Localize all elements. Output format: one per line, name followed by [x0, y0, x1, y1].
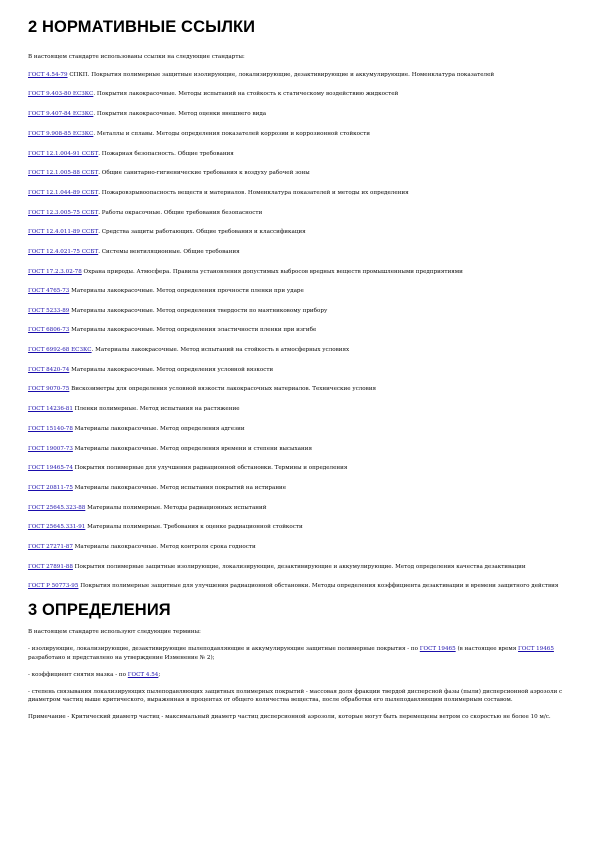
reference-item	[28, 346, 567, 354]
reference-link[interactable]: ГОСТ 27891-88	[28, 563, 73, 570]
definition-item: - степень связывания локализирующих пылеподавляющих защитных полимерных покрытий - массовая доля фракции твердой дисперсной фазы (пыли) дисперсионной аэрозоли с диаметром частиц выше критического, выраженная в процентах от общего количества вещества, после обработки его пылеподавляющим полимерным составом.	[28, 689, 563, 704]
section-2-intro: В настоящем стандарте использованы ссылки на следующие стандарты:	[28, 54, 245, 60]
reference-link[interactable]: ГОСТ 9.407-84 ЕСЗКС	[28, 111, 94, 118]
reference-link[interactable]: ГОСТ 12.3.005-75 ССБТ	[28, 209, 99, 216]
reference-description: Материалы лакокрасочные. Метод определения адгезии	[72, 425, 245, 432]
reference-description: . Покрытия лакокрасочные. Методы испытаний на стойкость к статическому воздействию жидкостей	[93, 91, 399, 98]
reference-item	[28, 504, 567, 512]
section-2-title: 2 НОРМАТИВНЫЕ ССЫЛКИ	[28, 18, 256, 36]
reference-item	[28, 209, 567, 217]
reference-item	[28, 150, 567, 158]
reference-description: Материалы лакокрасочные. Метод контроля срока годности	[72, 544, 256, 551]
reference-link[interactable]: ГОСТ 25645.323-88	[28, 504, 86, 511]
reference-link[interactable]: ГОСТ 9.908-85 ЕСЗКС	[28, 130, 94, 137]
reference-description: Покрытия полимерные защитные для улучшения радиационной обстановки. Методы определения коэффициента дезактивации и времени защитного действия	[78, 582, 559, 589]
reference-item	[28, 228, 567, 236]
section-3-title: 3 ОПРЕДЕЛЕНИЯ	[28, 601, 171, 620]
reference-description: . Средства защиты работающих. Общие требования и классификация	[98, 229, 306, 236]
reference-item	[28, 189, 567, 197]
reference-link[interactable]: ГОСТ 19465	[518, 646, 554, 653]
reference-link[interactable]: ГОСТ 19465	[419, 646, 456, 653]
reference-item	[28, 130, 567, 138]
reference-link[interactable]: ГОСТ 14236-81	[28, 406, 73, 413]
reference-link[interactable]: ГОСТ 9.403-80 ЕСЗКС	[28, 91, 94, 98]
reference-link[interactable]: ГОСТ 19465-74	[28, 465, 73, 472]
reference-item	[28, 248, 567, 256]
reference-item	[28, 543, 567, 551]
reference-item	[28, 464, 567, 472]
reference-link[interactable]: ГОСТ 15140-78	[28, 425, 73, 432]
reference-description: Покрытия полимерные для улучшения радиационной обстановки. Термины и определения	[72, 465, 348, 472]
reference-item	[28, 268, 567, 276]
reference-link[interactable]: ГОСТ 4.54	[127, 671, 159, 678]
reference-item	[28, 326, 567, 334]
reference-link[interactable]: ГОСТ 12.1.005-88 ССБТ	[28, 170, 99, 177]
reference-description: . Материалы лакокрасочные. Метод испытаний на стойкость в атмосферных условиях	[91, 347, 350, 354]
reference-link[interactable]: ГОСТ 9070-75	[28, 386, 70, 393]
reference-description: Охрана природы. Атмосфера. Правила установления допустимых выбросов вредных веществ промышленными предприятиями	[81, 268, 463, 275]
reference-link[interactable]: ГОСТ 8420-74	[28, 366, 70, 373]
reference-link[interactable]: ГОСТ 27271-87	[28, 544, 73, 551]
reference-link[interactable]: ГОСТ 12.4.011-89 ССБТ	[28, 229, 99, 236]
reference-description: . Металлы и сплавы. Методы определения показателей коррозии и коррозионной стойкости	[93, 130, 370, 137]
reference-description: . Системы вентиляционные. Общие требования	[98, 249, 240, 256]
reference-link[interactable]: ГОСТ Р 50773-95	[28, 582, 79, 589]
reference-link[interactable]: ГОСТ 20811-75	[28, 484, 73, 491]
reference-description: Материалы полимерные. Методы радиационных испытаний	[85, 504, 267, 511]
reference-description: Вискозиметры для определения условной вязкости лакокрасочных материалов. Технические условия	[69, 386, 377, 393]
reference-description: Материалы лакокрасочные. Метод определения прочности пленки при ударе	[69, 287, 304, 294]
reference-link[interactable]: ГОСТ 25645.331-91	[28, 524, 86, 531]
reference-link[interactable]: ГОСТ 6806-73	[28, 327, 70, 334]
reference-description: . Общие санитарно-гигиенические требования к воздуху рабочей зоны	[98, 170, 310, 177]
reference-item	[28, 563, 567, 571]
reference-description: Материалы лакокрасочные. Метод определения твердости по маятниковому прибору	[69, 307, 328, 314]
reference-link[interactable]: ГОСТ 17.2.3.02-78	[28, 268, 82, 275]
reference-item	[28, 582, 567, 590]
reference-item	[28, 110, 567, 118]
reference-description: . Покрытия лакокрасочные. Метод оценки внешнего вида	[93, 111, 267, 118]
definitions-list	[28, 628, 567, 721]
reference-link[interactable]: ГОСТ 5233-89	[28, 307, 70, 314]
reference-link[interactable]: ГОСТ 12.1.004-91 ССБТ	[28, 150, 99, 157]
reference-description: Материалы лакокрасочные. Метод определения условной вязкости	[69, 366, 274, 373]
reference-link[interactable]: ГОСТ 4765-73	[28, 287, 70, 294]
reference-link[interactable]: ГОСТ 12.4.021-75 ССБТ	[28, 249, 99, 256]
reference-item	[28, 385, 567, 393]
definition-note: Примечание - Критический диаметр частиц - максимальный диаметр частиц дисперсионной аэрозоли, которые могут быть перемещены ветром со скоростью не более 10 м/с.	[28, 714, 551, 721]
reference-item	[28, 425, 567, 433]
reference-item	[28, 307, 567, 315]
reference-description: Материалы лакокрасочные. Метод определения эластичности пленки при изгибе	[69, 327, 317, 334]
reference-item	[28, 169, 567, 177]
reference-link[interactable]: ГОСТ 4.54-79	[28, 72, 68, 79]
reference-description: . Пожаровзрывоопасность веществ и материалов. Номенклатура показателей и методы их определения	[98, 189, 409, 196]
reference-description: . Работы окрасочные. Общие требования безопасности	[98, 209, 263, 216]
reference-item	[28, 484, 567, 492]
reference-description: Покрытия полимерные защитные изолирующие, локализирующие, дезактивирующие и аккумулирующие. Метод определения качества дезактивации	[72, 563, 526, 570]
references-list	[28, 71, 567, 590]
reference-link[interactable]: ГОСТ 19007-73	[28, 445, 73, 452]
reference-description: Материалы полимерные. Требования к оценке радиационной стойкости	[85, 524, 303, 531]
reference-description: . Пожарная безопасность. Общие требования	[98, 150, 234, 157]
reference-link[interactable]: ГОСТ 12.1.044-89 ССБТ	[28, 189, 99, 196]
reference-item	[28, 287, 567, 295]
reference-item	[28, 366, 567, 374]
reference-item	[28, 523, 567, 531]
reference-item	[28, 445, 567, 453]
reference-description: Пленки полимерные. Метод испытания на растяжение	[72, 406, 240, 413]
reference-item	[28, 405, 567, 413]
reference-description: Материалы лакокрасочные. Метод определения времени и степени высыхания	[72, 445, 312, 452]
reference-link[interactable]: ГОСТ 6992-68 ЕСЗКС	[28, 347, 92, 354]
reference-description: СПКП. Покрытия полимерные защитные изолирующие, локализирующие, дезактивирующие и аккумулирующие. Номенклатура показателей	[67, 72, 495, 79]
definition-item: - коэффициент снятия мазка - по ГОСТ 4.54;	[28, 671, 161, 678]
reference-item	[28, 90, 567, 98]
reference-description: Материалы лакокрасочные. Метод испытания покрытий на истирание	[72, 484, 287, 491]
section-3-intro: В настоящем стандарте используют следующие термины:	[28, 629, 201, 636]
reference-item	[28, 71, 567, 79]
definition-item: - изолирующие, локализирующие, дезактивирующие пылеподавляющие и аккумулирующие защитные полимерные покрытия - по ГОСТ 19465 (в настоящее время ГОСТ 19465 разработано и представлено на утверждение Изменение № 2);	[28, 646, 554, 661]
